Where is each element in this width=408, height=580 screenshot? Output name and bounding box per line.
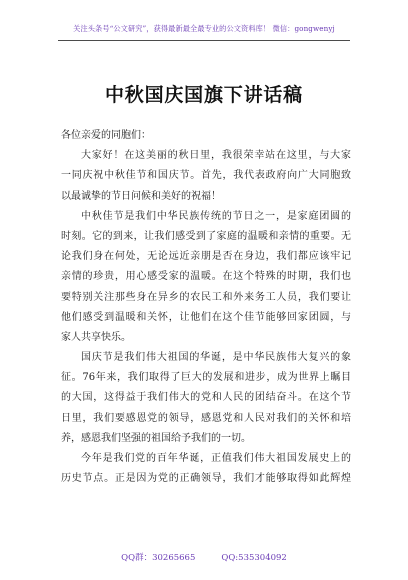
paragraph-line: 日里，我们要感恩党的领导，感恩党和人民对我们的关怀和培: [61, 412, 351, 424]
document-title: 中秋国庆国旗下讲话稿: [104, 84, 303, 106]
paragraph-line: 亲情的珍贵，用心感受家的温暖。在这个特殊的时期，我们也: [61, 271, 351, 283]
footer-qq: QQ:535304092: [221, 553, 287, 563]
paragraph-line: 论我们身在何处，无论远近亲朋是否在身边，我们都应该牢记: [61, 251, 351, 263]
paragraph-line: 大家好！在这美丽的秋日里，我很荣幸站在这里，与大家: [81, 150, 351, 162]
footer-contact: [0, 551, 408, 563]
paragraph-line: 的大国，这得益于我们伟大的党和人民的团结奋斗。在这个节: [61, 392, 351, 404]
paragraph-line: 一同庆祝中秋佳节和国庆节。首先，我代表政府向广大同胞致: [61, 170, 351, 182]
paragraph-line: 征。76年来，我们取得了巨大的发展和进步，成为世界上瞩目: [61, 372, 351, 384]
footer-qq-group: QQ群：30265665: [121, 553, 196, 563]
paragraph-line: 时刻。它的到来，让我们感受到了家庭的温暖和亲情的重要。无: [61, 230, 351, 242]
salutation-line: 各位亲爱的同胞们：: [61, 130, 151, 141]
paragraph-line: 国庆节是我们伟大祖国的华诞，是中华民族伟大复兴的象: [81, 352, 351, 364]
paragraph-line: 历史节点。正是因为党的正确领导，我们才能够取得如此辉煌: [61, 473, 351, 485]
paragraph-line: 养，感恩我们坚强的祖国给予我们的一切。: [61, 432, 251, 444]
paragraph-line: 中秋佳节是我们中华民族传统的节日之一，是家庭团圆的: [81, 210, 351, 222]
header-divider: [58, 40, 350, 41]
paragraph-line: 今年是我们党的百年华诞，正值我们伟大祖国发展史上的: [81, 453, 351, 464]
paragraph-line: 家人共享快乐。: [61, 331, 131, 343]
paragraph-line: 要特别关注那些身在异乡的农民工和外来务工人员，我们要让: [61, 291, 351, 303]
paragraph-line: 以最诚挚的节日问候和美好的祝福！: [61, 190, 221, 202]
paragraph-line: 他们感受到温暖和关怀，让他们在这个佳节能够回家团圆，与: [61, 311, 351, 323]
header-note: 关注头条号“公文研究”，获得最新最全最专业的公文资料库！ 微信：gongwenyj: [73, 24, 335, 33]
document-body: [61, 126, 351, 489]
